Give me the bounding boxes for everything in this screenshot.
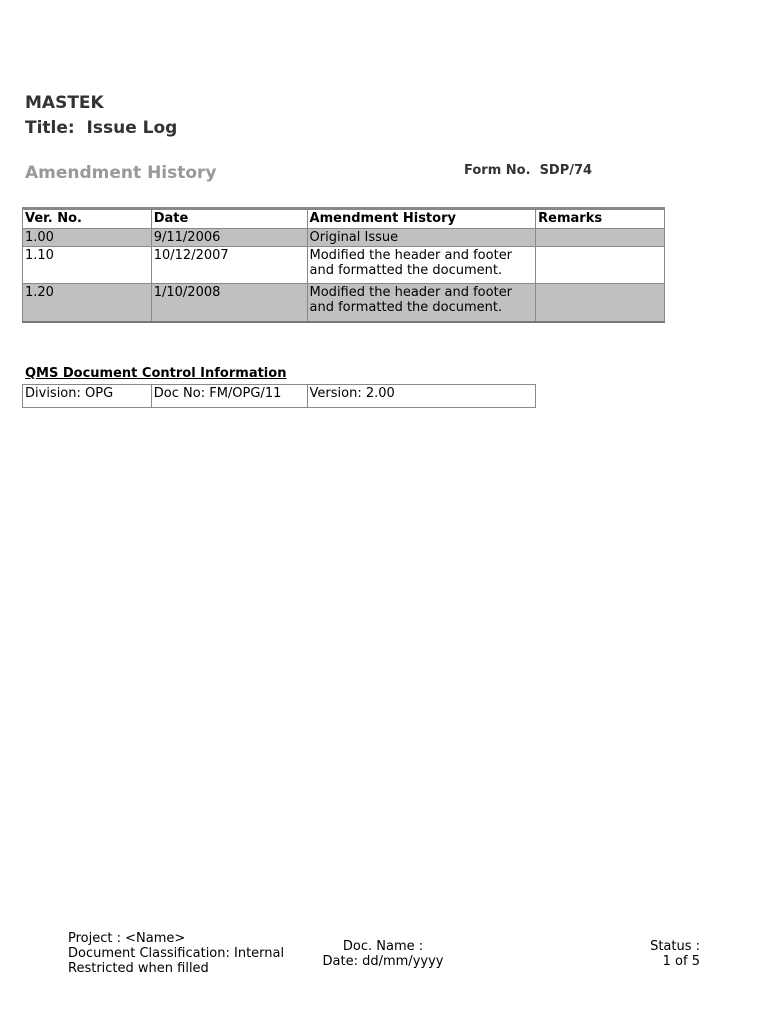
ver-no-cell: 1.00 — [23, 229, 152, 247]
footer-project: Project : <Name> — [68, 931, 186, 946]
amendment-history-table — [22, 207, 665, 323]
column-header-ver-no: Ver. No. — [23, 209, 152, 229]
column-header-remarks: Remarks — [536, 209, 665, 229]
amendment-history-heading: Amendment History — [25, 163, 217, 183]
date-cell: 9/11/2006 — [151, 229, 307, 247]
column-header-date: Date — [151, 209, 307, 229]
version-cell: Version: 2.00 — [307, 385, 535, 408]
ver-no-cell: 1.20 — [23, 284, 152, 323]
footer-status: Status : — [650, 939, 700, 954]
column-header-amendment-history: Amendment History — [307, 209, 536, 229]
footer-restricted: Restricted when filled — [68, 961, 209, 976]
footer-classification: Document Classification: Internal — [68, 946, 285, 961]
remarks-cell — [536, 229, 665, 247]
date-cell: 1/10/2008 — [151, 284, 307, 323]
footer-doc-name: Doc. Name : — [342, 939, 424, 954]
history-cell: Modified the header and footer and formatted the document. — [307, 284, 536, 323]
company-name: MASTEK — [25, 93, 104, 113]
footer-center — [300, 939, 466, 969]
table-header-row — [23, 209, 665, 229]
qms-control-table — [22, 384, 536, 408]
table-row — [23, 385, 536, 408]
remarks-cell — [536, 284, 665, 323]
history-cell: Original Issue — [307, 229, 536, 247]
remarks-cell — [536, 247, 665, 284]
footer-date: Date: dd/mm/yyyy — [322, 954, 444, 969]
table-row — [23, 284, 665, 323]
doc-no-cell: Doc No: FM/OPG/11 — [151, 385, 307, 408]
footer-right — [600, 939, 700, 969]
footer-left — [68, 931, 284, 976]
qms-heading: QMS Document Control Information — [25, 366, 287, 381]
table-row — [23, 229, 665, 247]
history-cell: Modified the header and footer and formatted the document. — [307, 247, 536, 284]
ver-no-cell: 1.10 — [23, 247, 152, 284]
footer-page-number: 1 of 5 — [662, 954, 700, 969]
form-number: Form No. SDP/74 — [464, 163, 593, 178]
division-cell: Division: OPG — [23, 385, 152, 408]
table-row — [23, 247, 665, 284]
date-cell: 10/12/2007 — [151, 247, 307, 284]
document-title: Title: Issue Log — [25, 118, 178, 138]
